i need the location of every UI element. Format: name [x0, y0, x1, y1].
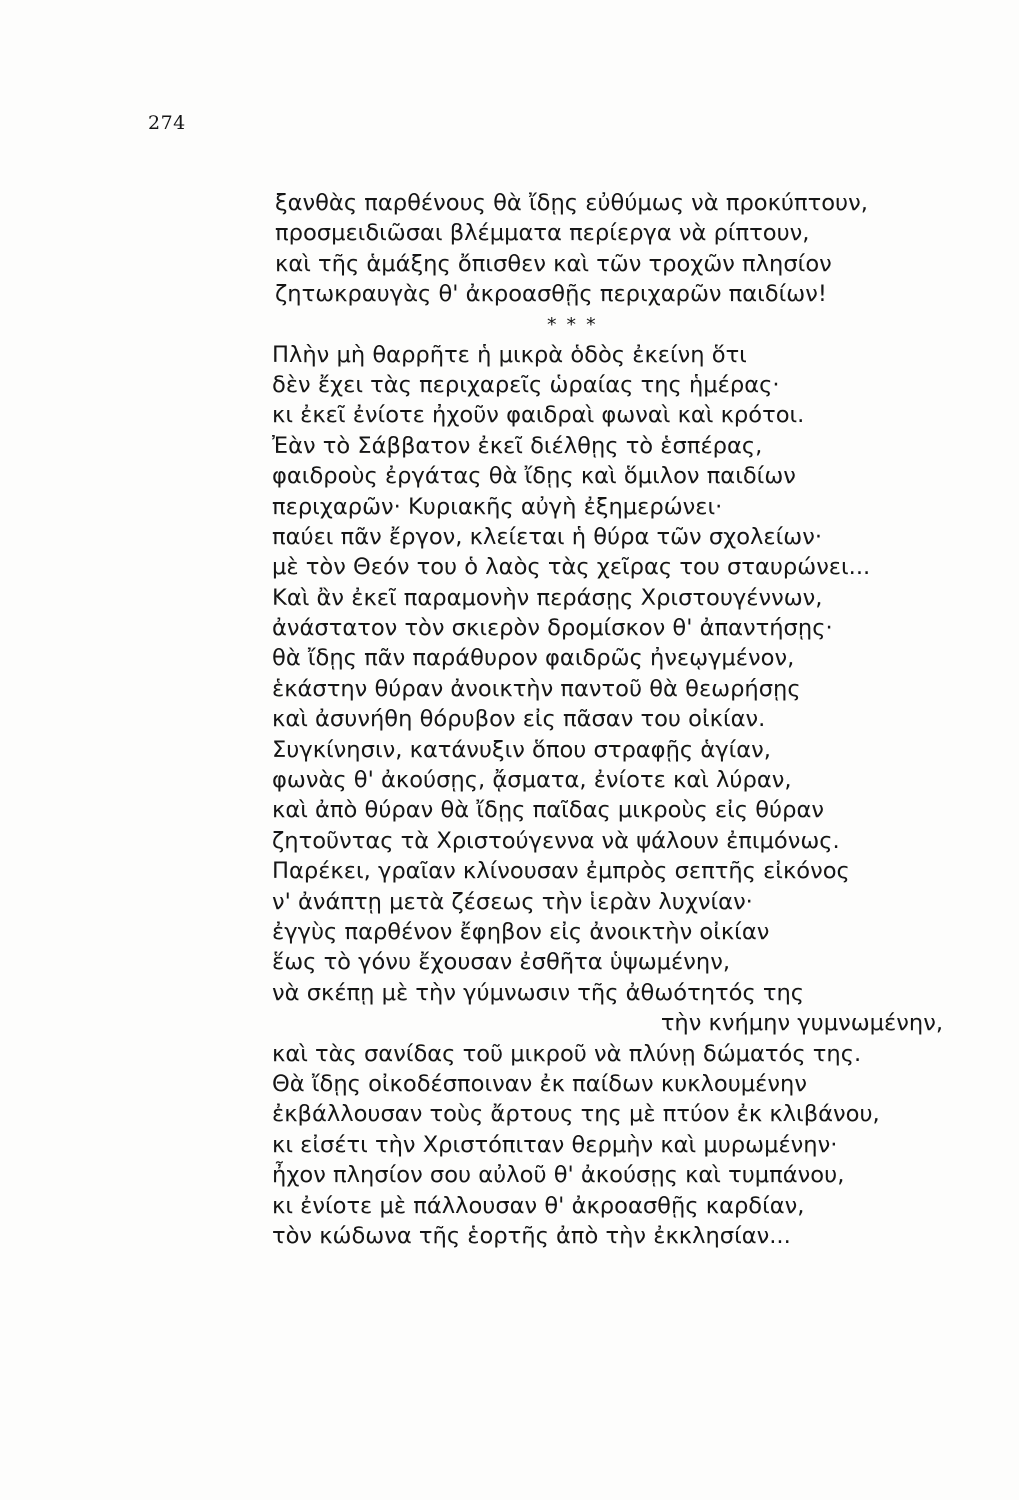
poem-line: κι ἐνίοτε μὲ πάλλουσαν θ' ἀκροασθῇς καρδίαν,: [272, 1192, 805, 1219]
poem-line: κι εἰσέτι τὴν Χριστόπιταν θερμὴν καὶ μυρωμένην·: [272, 1131, 838, 1158]
poem-line: μὲ τὸν Θεόν του ὁ λαὸς τὰς χεῖρας του σταυρώνει...: [272, 554, 871, 581]
stanza-3: [272, 1039, 972, 1252]
poem-line: θὰ ἴδῃς πᾶν παράθυρον φαιδρῶς ἠνεῳγμένον,: [272, 645, 795, 672]
poem-line: τὸν κώδωνα τῆς ἑορτῆς ἀπὸ τὴν ἐκκλησίαν...: [272, 1222, 791, 1249]
poem-line: ἦχον πλησίον σου αὐλοῦ θ' ἀκούσῃς καὶ τυμπάνου,: [272, 1162, 845, 1189]
poem-line: νὰ σκέπῃ μὲ τὴν γύμνωσιν τῆς ἀθωότητός της: [272, 979, 805, 1006]
poem-line: καὶ ἀσυνήθη θόρυβον εἰς πᾶσαν του οἰκίαν.: [272, 706, 766, 733]
poem-line: ξανθὰς παρθένους θὰ ἴδῃς εὐθύμως νὰ προκύπτουν,: [275, 190, 868, 216]
poem-line: φαιδροὺς ἐργάτας θὰ ἴδῃς καὶ ὅμιλον παιδίων: [272, 463, 796, 490]
poem-line: δὲν ἔχει τὰς περιχαρεῖς ὡραίας της ἡμέρας·: [272, 371, 780, 398]
poem-line: προσμειδιῶσαι βλέμματα περίεργα νὰ ρίπτουν,: [275, 220, 810, 247]
poem-line: περιχαρῶν· Κυριακῆς αὐγὴ ἐξημερώνει·: [272, 493, 723, 520]
poem-line: καὶ ἀπὸ θύραν θὰ ἴδῃς παῖδας μικροὺς εἰς θύραν: [272, 797, 824, 824]
poem-line: ἐγγὺς παρθένον ἔφηβον εἰς ἀνοικτὴν οἰκίαν: [272, 918, 770, 945]
poem-line: φωνὰς θ' ἀκούσῃς, ᾄσματα, ἐνίοτε καὶ λύραν,: [272, 767, 792, 794]
poem-line: Θὰ ἴδῃς οἰκοδέσποιναν ἐκ παίδων κυκλουμένην: [272, 1070, 807, 1097]
poem-line: ζητωκραυγὰς θ' ἀκροασθῇς περιχαρῶν παιδίων!: [275, 281, 827, 308]
poem-line: ἕως τὸ γόνυ ἔχουσαν ἐσθῆτα ὑψωμένην,: [272, 949, 731, 976]
poem-line: ἑκάστην θύραν ἀνοικτὴν παντοῦ θὰ θεωρήσῃς: [272, 675, 801, 702]
poem-line: Παρέκει, γραῖαν κλίνουσαν ἐμπρὸς σεπτῆς εἰκόνος: [272, 858, 850, 885]
section-separator: * * *: [547, 313, 598, 336]
stanza-1: [272, 188, 972, 310]
poem-line: κι ἐκεῖ ἐνίοτε ἠχοῦν φαιδραὶ φωναὶ καὶ κρότοι.: [272, 402, 805, 429]
poem-line: ζητοῦντας τὰ Χριστούγεννα νὰ ψάλουν ἐπιμόνως.: [272, 827, 840, 854]
poem-line: Καὶ ἂν ἐκεῖ παραμονὴν περάσῃς Χριστουγέννων,: [272, 584, 823, 611]
poem-line-indented: τὴν κνήμην γυμνωμένην,: [660, 1010, 943, 1037]
poem-line: ν' ἀνάπτῃ μετὰ ζέσεως τὴν ἱερὰν λυχνίαν·: [272, 888, 753, 915]
stanza-2: [272, 340, 972, 1039]
poem-line: καὶ τῆς ἁμάξης ὄπισθεν καὶ τῶν τροχῶν πλησίον: [275, 250, 832, 277]
poem-line: Πλὴν μὴ θαρρῆτε ἡ μικρὰ ὁδὸς ἐκείνη ὅτι: [272, 341, 747, 368]
page-number: 274: [148, 112, 186, 134]
poem-line: καὶ τὰς σανίδας τοῦ μικροῦ νὰ πλύνῃ δώματός της.: [272, 1040, 862, 1067]
poem-line: Συγκίνησιν, κατάνυξιν ὅπου στραφῇς ἁγίαν,: [272, 736, 771, 763]
poem-line: Ἐὰν τὸ Σάββατον ἐκεῖ διέλθῃς τὸ ἑσπέρας,: [272, 432, 763, 459]
poem-line: ἀνάστατον τὸν σκιερὸν δρομίσκον θ' ἀπαντήσῃς·: [272, 615, 833, 642]
poem-line: παύει πᾶν ἔργον, κλείεται ἡ θύρα τῶν σχολείων·: [272, 523, 823, 550]
poem-line: ἐκβάλλουσαν τοὺς ἄρτους της μὲ πτύον ἐκ κλιβάνου,: [272, 1101, 880, 1128]
poem-body: [272, 188, 972, 1251]
